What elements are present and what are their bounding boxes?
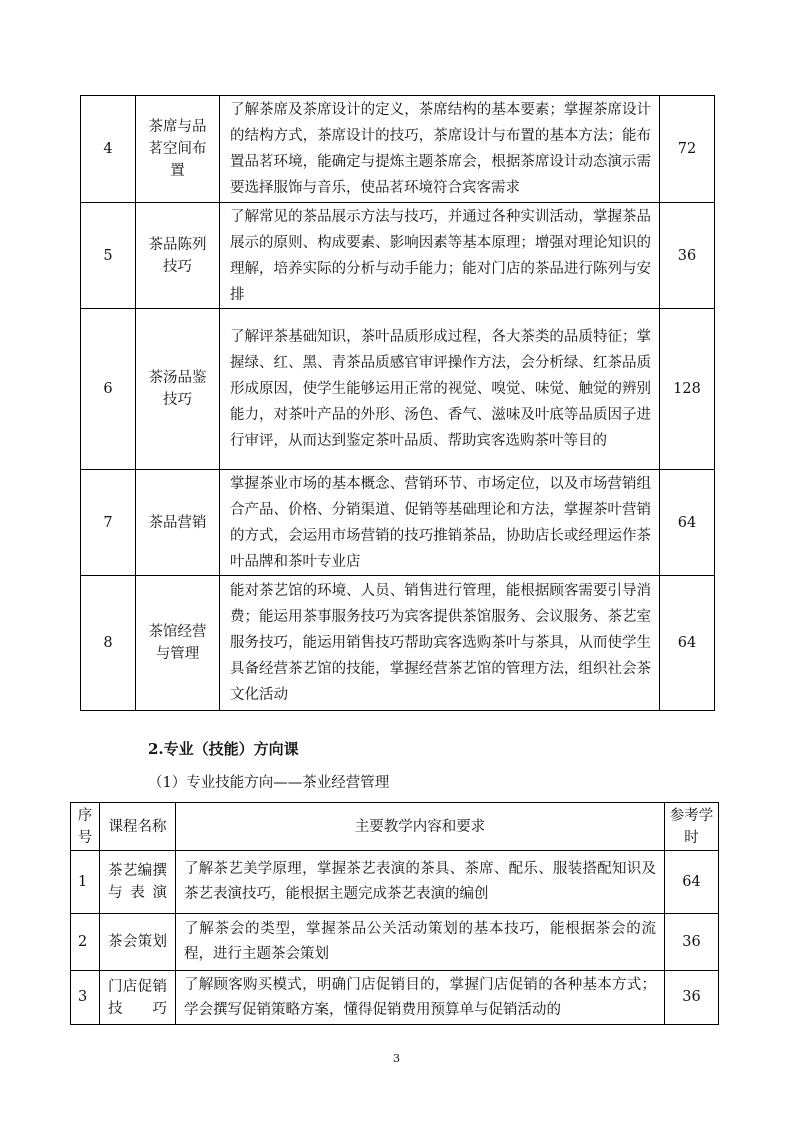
- course-content: 了解茶席及茶席设计的定义，茶席结构的基本要素；掌握茶席设计的结构方式，茶席设计的技巧，茶席设计与布置的基本方法；能布置品茗环境，能确定与提炼主题茶席会，根据茶席设计动态演示需要选择服饰与音乐，使品茗环境符合宾客需求: [220, 96, 660, 203]
- row-number: 6: [81, 309, 136, 470]
- course-content: 了解茶会的类型，掌握茶品公关活动策划的基本技巧，能根据茶会的流程，进行主题茶会策划: [176, 914, 665, 971]
- table-row: [71, 851, 719, 914]
- page-number: 3: [393, 1052, 400, 1065]
- course-content: 能对茶艺馆的环境、人员、销售进行管理，能根据顾客需要引导消费；能运用茶事服务技巧为宾客提供茶馆服务、会议服务、茶艺室服务技巧，能运用销售技巧帮助宾客选购茶叶与茶具，从而使学生具备经营茶艺馆的技能，掌握经营茶艺馆的管理方法，组织社会茶文化活动: [220, 576, 660, 711]
- row-number: 4: [81, 96, 136, 203]
- table-row: [81, 96, 715, 203]
- course-name: 茶席与品茗空间布置: [136, 96, 220, 203]
- course-name: 茶会策划: [100, 914, 176, 971]
- header-num: 序号: [71, 803, 100, 851]
- course-name: 门店促销技巧: [100, 971, 176, 1025]
- row-number: 7: [81, 470, 136, 576]
- row-number: 1: [71, 851, 100, 914]
- course-content: 了解茶艺美学原理，掌握茶艺表演的茶具、茶席、配乐、服装搭配知识及茶艺表演技巧，能根据主题完成茶艺表演的编创: [176, 851, 665, 914]
- course-content: 了解顾客购买模式，明确门店促销目的，掌握门店促销的各种基本方式；学会撰写促销策略方案，懂得促销费用预算单与促销活动的: [176, 971, 665, 1025]
- course-hours: 128: [660, 309, 715, 470]
- course-name: 茶汤品鉴技巧: [136, 309, 220, 470]
- course-name: 茶馆经营与管理: [136, 576, 220, 711]
- course-content: 掌握茶业市场的基本概念、营销环节、市场定位，以及市场营销组合产品、价格、分销渠道、促销等基础理论和方法，掌握茶叶营销的方式，会运用市场营销的技巧推销茶品，协助店长或经理运作茶叶品牌和茶叶专业店: [220, 470, 660, 576]
- course-hours: 64: [660, 576, 715, 711]
- table-row: [81, 470, 715, 576]
- course-hours: 36: [660, 203, 715, 309]
- course-hours: 64: [660, 470, 715, 576]
- table-row: [71, 914, 719, 971]
- table-row: [81, 203, 715, 309]
- course-table-core: [80, 95, 715, 711]
- course-hours: 36: [665, 914, 719, 971]
- table-row: [81, 309, 715, 470]
- course-hours: 64: [665, 851, 719, 914]
- row-number: 5: [81, 203, 136, 309]
- row-number: 2: [71, 914, 100, 971]
- section-subheading: （1）专业技能方向——茶业经营管理: [148, 775, 390, 791]
- header-hours: 参考学时: [665, 803, 719, 851]
- header-name: 课程名称: [100, 803, 176, 851]
- table-row: [81, 576, 715, 711]
- course-table-direction: [70, 802, 719, 1025]
- course-hours: 72: [660, 96, 715, 203]
- course-hours: 36: [665, 971, 719, 1025]
- course-content: 了解常见的茶品展示方法与技巧，并通过各种实训活动，掌握茶品展示的原则、构成要素、影响因素等基本原理；增强对理论知识的理解，培养实际的分析与动手能力；能对门店的茶品进行陈列与安排: [220, 203, 660, 309]
- course-content: 了解评茶基础知识，茶叶品质形成过程，各大茶类的品质特征；掌握绿、红、黑、青茶品质感官审评操作方法，会分析绿、红茶品质形成原因，使学生能够运用正常的视觉、嗅觉、味觉、触觉的辨别能力，对茶叶产品的外形、汤色、香气、滋味及叶底等品质因子进行审评，从而达到鉴定茶叶品质、帮助宾客选购茶叶等目的: [220, 309, 660, 470]
- course-name: 茶艺编撰与表演: [100, 851, 176, 914]
- course-name: 茶品陈列技巧: [136, 203, 220, 309]
- table-row: [71, 971, 719, 1025]
- header-content: 主要教学内容和要求: [176, 803, 665, 851]
- row-number: 3: [71, 971, 100, 1025]
- course-name: 茶品营销: [136, 470, 220, 576]
- row-number: 8: [81, 576, 136, 711]
- table-header-row: [71, 803, 719, 851]
- section-heading: 2.专业（技能）方向课: [148, 740, 299, 758]
